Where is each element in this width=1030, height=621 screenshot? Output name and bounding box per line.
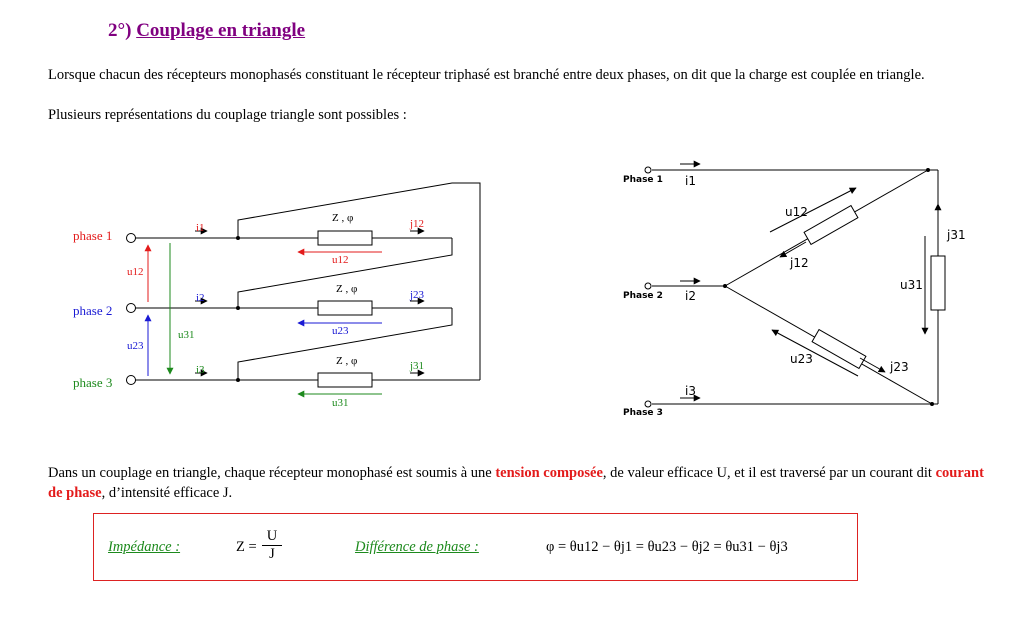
right-phase-2-label: Phase 2 xyxy=(623,291,663,301)
intro-paragraph: Lorsque chacun des récepteurs monophasés constituant le récepteur triphasé est branché entre deux phases, on dit que la charge est couplée en triangle. xyxy=(48,67,925,83)
highlight-tension-composee: tension composée xyxy=(495,465,603,481)
current-i3-label: i3 xyxy=(196,364,205,376)
conclusion-part-1: Dans un couplage en triangle, chaque récepteur monophasé est soumis à une xyxy=(48,465,496,481)
voltage-u12-load-label: u12 xyxy=(332,254,349,266)
right-current-i2-label: i2 xyxy=(685,289,696,303)
voltage-u31-load-label: u31 xyxy=(332,397,349,409)
right-voltage-u31-label: u31 xyxy=(900,278,923,292)
impedance-label-2: Z , φ xyxy=(336,283,358,295)
impedance-numerator: U xyxy=(262,528,282,546)
phase-difference-label: Différence de phase : xyxy=(355,539,479,555)
conclusion-paragraph xyxy=(48,463,988,503)
current-i1-label: i1 xyxy=(196,222,205,234)
right-current-j31-label: j31 xyxy=(947,228,966,242)
right-current-j12-label: j12 xyxy=(790,256,809,270)
current-j31-label: j31 xyxy=(410,360,425,372)
intro-paragraph-2: Plusieurs représentations du couplage triangle sont possibles : xyxy=(48,107,407,123)
right-current-j23-label: j23 xyxy=(890,360,909,374)
right-voltage-u23-label: u23 xyxy=(790,352,813,366)
voltage-u12-side-label: u12 xyxy=(127,266,144,278)
section-title-text: Couplage en triangle xyxy=(136,20,306,41)
voltage-u23-side-label: u23 xyxy=(127,340,144,352)
phase-difference-formula: φ = θu12 − θj1 = θu23 − θj2 = θu31 − θj3 xyxy=(546,539,788,555)
impedance-formula-lhs: Z = xyxy=(236,539,257,555)
impedance-label-1: Z , φ xyxy=(332,212,354,224)
impedance-label-3: Z , φ xyxy=(336,355,358,367)
right-current-i3-label: i3 xyxy=(685,384,696,398)
impedance-denominator: J xyxy=(269,546,275,562)
conclusion-part-2: , de valeur efficace U, et il est traversé par un courant dit xyxy=(602,465,936,481)
voltage-u31-side-label: u31 xyxy=(178,329,195,341)
right-current-i1-label: i1 xyxy=(685,174,696,188)
right-phase-3-label: Phase 3 xyxy=(623,408,663,418)
current-j23-label: j23 xyxy=(410,289,425,301)
conclusion-part-3: , d’intensité efficace J. xyxy=(101,485,233,501)
impedance-formula-label: Impédance : xyxy=(108,539,181,555)
current-i2-label: i2 xyxy=(196,292,205,304)
right-phase-1-label: Phase 1 xyxy=(623,175,663,185)
section-number: 2°) xyxy=(108,20,132,41)
right-voltage-u12-label: u12 xyxy=(785,205,808,219)
phase-3-label: phase 3 xyxy=(73,375,113,390)
impedance-fraction xyxy=(262,528,282,563)
current-j12-label: j12 xyxy=(410,218,425,230)
phase-2-label: phase 2 xyxy=(73,303,113,318)
voltage-u23-load-label: u23 xyxy=(332,325,349,337)
phase-1-label: phase 1 xyxy=(73,228,113,243)
highlight-courant-de-phase: courant de phase xyxy=(48,465,984,501)
